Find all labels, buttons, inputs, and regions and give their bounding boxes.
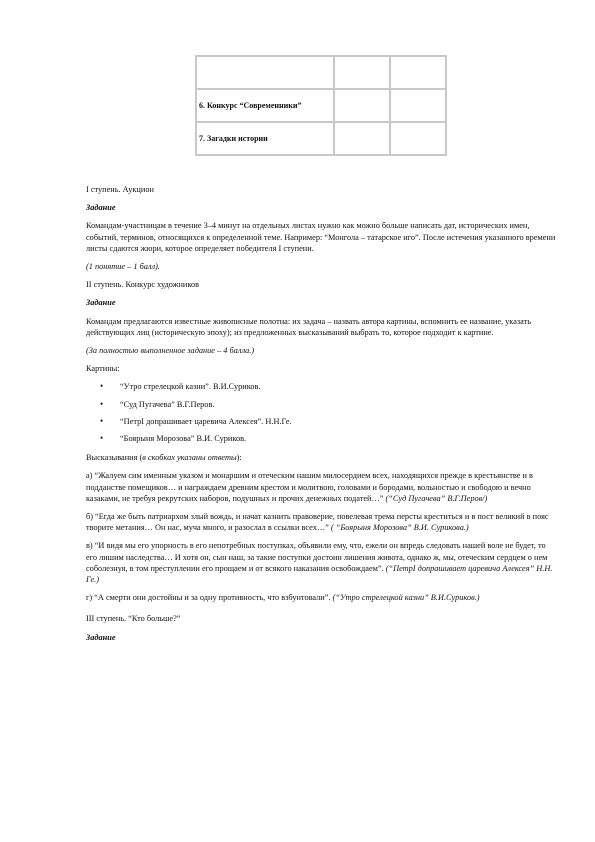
quote-paragraph (86, 470, 556, 504)
table-cell (390, 122, 446, 155)
table-cell (390, 89, 446, 122)
task-label: Задание (86, 203, 116, 213)
quote-text: б) “Егда же быть патриархом злый вождь, и начат казнить правоверие, повелевая трема персты креститься и в пост великий в пояс творите метания… Он нас, муча много, и разослал в ссылки всех…” (86, 512, 549, 533)
table-cell: 7. Загадки истории (196, 122, 334, 155)
table-row (196, 122, 446, 155)
task-label: Задание (86, 298, 116, 308)
quotes-label (86, 452, 556, 463)
list-item: • “ПетрI допрашивает царевича Алексея”. Н.Н.Ге. (120, 416, 556, 427)
table-cell: 6. Конкурс “Современники” (196, 89, 334, 122)
quote-answer: (“Суд Пугачева” В.Г.Перов/) (385, 493, 488, 503)
quote-text: а) “Жалуем сим именным указом и монаршим и отеческим нашим милосердием всех, находящихся прежде в крестьянстве и в подданстве помещиков… и награждаем древним крестом и молитвою, головами и бородами, вольностью и свободою и вечно казаками, не требуя рекрутских наборов, подушных и прочих денежных податей…” (86, 471, 533, 503)
table-cell (334, 122, 390, 155)
table-row (196, 56, 446, 89)
document-body (86, 184, 556, 650)
paragraph: Командам предлагаются известные живописные полотна: их задача – назвать автора картины, вспомнить ее название, указать действующих лиц (историческую эпоху); из предложенных высказываний выбрать то, которое подходит к картине. (86, 316, 532, 337)
task-label: Задание (86, 632, 116, 642)
section-title: III ступень. “Кто больше?” (86, 614, 181, 624)
section-title: II ступень. Конкурс художников (86, 280, 200, 290)
quote-text: г) “А смерти они достойны и за одну противность, что взбунтовали”. (86, 593, 333, 603)
quote-paragraph (86, 592, 556, 603)
list-item: • “Суд Пугачева” В.Г.Перов. (120, 399, 556, 410)
paragraph: Командам-участницам в течение 3–4 минут на отдельных листах нужно как можно больше написать дат, исторических имен, событий, терминов, относящихся к определенной теме. Например: “Монгола – татарское иго”. После истечения указанного времени листы сдаются жюри, которое определяет победителя I ступени. (86, 221, 556, 253)
quotes-label-end: ): (236, 453, 242, 463)
quotes-label-text: Высказывания ( (86, 453, 143, 463)
score-table (195, 55, 447, 156)
quote-answer: (“Утро стрелецкой казни” В.И.Суриков.) (332, 593, 480, 603)
table-cell (334, 89, 390, 122)
quote-answer: ( “Боярыня Морозова” В.И. Сурикова.) (330, 523, 469, 533)
score-note: (1 понятие – 1 балл). (86, 262, 160, 272)
quote-answer: (“ПетрI допрашивает царевича Алексея” Н.Н. Ге.) (86, 563, 553, 585)
table-cell (196, 56, 334, 89)
quote-text: в) “И видя мы его упорность в его непотребных поступках, объявили ему, что, ежели он впредь следовать нашей воле не будет, то его лишим наследства… И хотя он, сын наш, за такие поступки достоин лишения живота, однако ж, мы, отеческим сердцем о нем соболезнуя, в том преступлении его прощаем и от всякого наказания освобождаем”. (86, 541, 548, 573)
table-cell (390, 56, 446, 89)
section-title: I ступень. Аукцион (86, 185, 154, 194)
score-note: (За полностью выполненное задание – 4 балла.) (86, 346, 255, 356)
quote-paragraph (86, 511, 556, 533)
quotes-note: в скобках указаны ответы (142, 453, 237, 463)
pictures-label: Картины: (86, 364, 120, 374)
pictures-list (86, 381, 556, 444)
list-item: • “Боярыня Морозова” В.И. Суриков. (120, 433, 556, 444)
table-cell (334, 56, 390, 89)
table-row (196, 89, 446, 122)
quote-paragraph (86, 540, 556, 585)
list-item: • “Утро стрелецкой казни”. В.И.Суриков. (120, 381, 556, 392)
